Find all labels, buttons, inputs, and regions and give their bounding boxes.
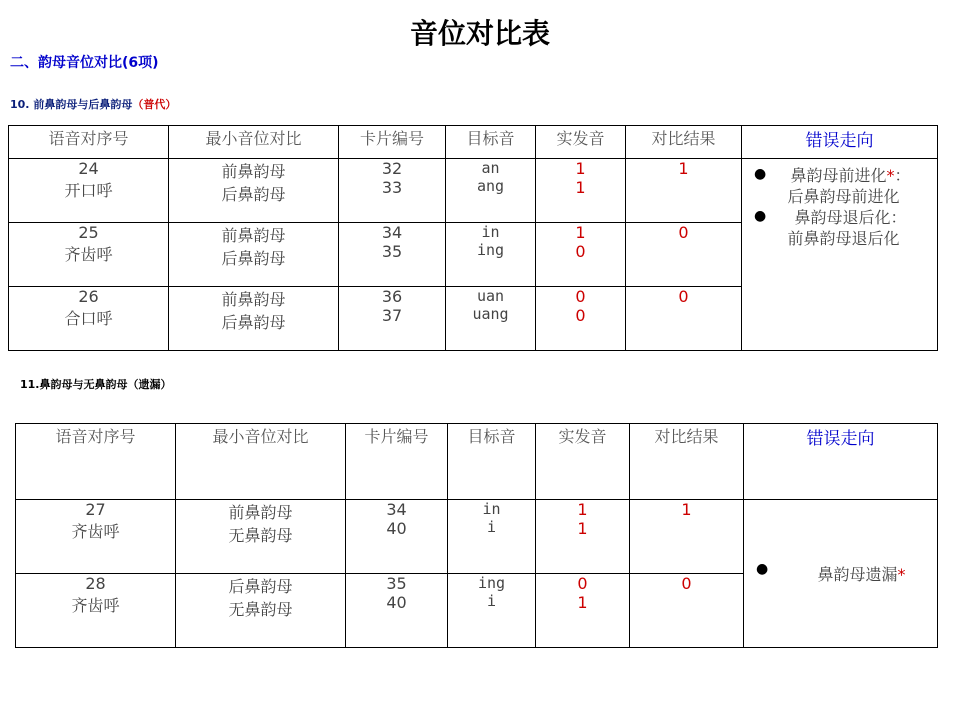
direction-detail: 后鼻韵母前进化	[787, 187, 900, 206]
table11-heading: 11.鼻韵母与无鼻韵母（遗漏）	[20, 378, 172, 391]
target-sound: uan	[476, 287, 505, 305]
table10	[8, 125, 938, 351]
direction-suffix: ：	[894, 166, 911, 185]
card-number: 35	[381, 242, 403, 261]
header-cell: 语音对序号	[9, 126, 169, 159]
direction-item	[748, 207, 933, 249]
bullet-icon: ●	[754, 208, 767, 224]
header-cell-error-direction: 错误走向	[742, 126, 938, 159]
card-number: 34	[386, 500, 407, 519]
contrast: 后鼻韵母	[221, 313, 286, 332]
actual-sound: 0	[575, 242, 586, 261]
target-sound: i	[486, 518, 497, 536]
target-sound: ing	[477, 574, 506, 592]
bullet-icon: ●	[756, 561, 769, 577]
header-cell: 最小音位对比	[176, 424, 346, 500]
actual-sound: 1	[577, 593, 588, 612]
bullet-icon: ●	[754, 166, 767, 182]
direction-detail: 前鼻韵母退后化	[787, 229, 900, 248]
pair-type: 齐齿呼	[64, 245, 113, 264]
card-number: 36	[381, 287, 403, 306]
contrast: 前鼻韵母	[221, 290, 286, 309]
contrast: 无鼻韵母	[228, 526, 293, 545]
card-number: 33	[381, 178, 403, 197]
section-heading: 二、韵母音位对比(6项)	[10, 55, 159, 71]
pair-number: 27	[85, 500, 106, 519]
actual-sound: 0	[575, 287, 586, 306]
target-sound: ing	[476, 241, 505, 259]
contrast: 无鼻韵母	[228, 600, 293, 619]
direction-item	[748, 165, 933, 207]
pair-type: 齐齿呼	[71, 522, 120, 541]
actual-sound: 0	[577, 574, 588, 593]
card-number: 32	[381, 159, 403, 178]
contrast-result: 1	[626, 159, 742, 223]
contrast: 前鼻韵母	[228, 503, 293, 522]
contrast: 前鼻韵母	[221, 226, 286, 245]
pair-number: 26	[78, 287, 99, 306]
table-row	[9, 159, 938, 223]
header-cell: 目标音	[446, 126, 536, 159]
header-cell: 对比结果	[630, 424, 744, 500]
page-title: 音位对比表	[409, 17, 550, 50]
header-cell: 实发音	[536, 126, 626, 159]
target-sound: i	[486, 592, 497, 610]
target-sound: ang	[476, 177, 505, 195]
card-number: 34	[381, 223, 403, 242]
card-number: 37	[381, 306, 403, 325]
direction-text: 鼻韵母前进化	[790, 166, 887, 185]
header-cell: 语音对序号	[16, 424, 176, 500]
card-number: 40	[386, 519, 407, 538]
target-sound: in	[482, 500, 501, 518]
table11-header-row	[16, 424, 938, 500]
actual-sound: 0	[575, 306, 586, 325]
table10-heading-text: 10. 前鼻韵母与后鼻韵母	[10, 98, 133, 111]
contrast: 后鼻韵母	[221, 185, 286, 204]
contrast: 前鼻韵母	[221, 162, 286, 181]
contrast: 后鼻韵母	[228, 577, 293, 596]
header-cell: 最小音位对比	[169, 126, 339, 159]
contrast-result: 0	[630, 574, 744, 648]
header-cell: 实发音	[536, 424, 630, 500]
table10-heading-tag: （普代）	[132, 98, 177, 111]
table10-heading	[10, 96, 176, 112]
target-sound: uang	[472, 305, 509, 323]
table-row	[16, 500, 938, 574]
direction-text: 鼻韵母遗漏	[817, 565, 898, 584]
pair-number: 24	[78, 159, 99, 178]
star-mark: *	[897, 565, 906, 584]
pair-number: 28	[85, 574, 106, 593]
error-direction	[744, 500, 938, 648]
actual-sound: 1	[577, 519, 588, 538]
target-sound: in	[481, 223, 500, 241]
header-cell: 对比结果	[626, 126, 742, 159]
direction-item	[750, 562, 937, 585]
table10-header-row	[9, 126, 938, 159]
contrast: 后鼻韵母	[221, 249, 286, 268]
card-number: 35	[386, 574, 407, 593]
pair-number: 25	[78, 223, 99, 242]
target-sound: an	[481, 159, 500, 177]
error-direction	[742, 159, 938, 351]
pair-type: 合口呼	[64, 309, 113, 328]
actual-sound: 1	[575, 223, 586, 242]
contrast-result: 1	[630, 500, 744, 574]
actual-sound: 1	[575, 178, 586, 197]
header-cell-error-direction: 错误走向	[744, 424, 938, 500]
contrast-result: 0	[626, 223, 742, 287]
pair-type: 开口呼	[64, 181, 113, 200]
header-cell: 卡片编号	[339, 126, 446, 159]
star-mark: *	[886, 166, 895, 185]
contrast-result: 0	[626, 287, 742, 351]
card-number: 40	[386, 593, 407, 612]
header-cell: 卡片编号	[346, 424, 448, 500]
actual-sound: 1	[577, 500, 588, 519]
actual-sound: 1	[575, 159, 586, 178]
header-cell: 目标音	[448, 424, 536, 500]
table11	[15, 423, 938, 648]
pair-type: 齐齿呼	[71, 596, 120, 615]
direction-text: 鼻韵母退后化：	[794, 208, 907, 227]
